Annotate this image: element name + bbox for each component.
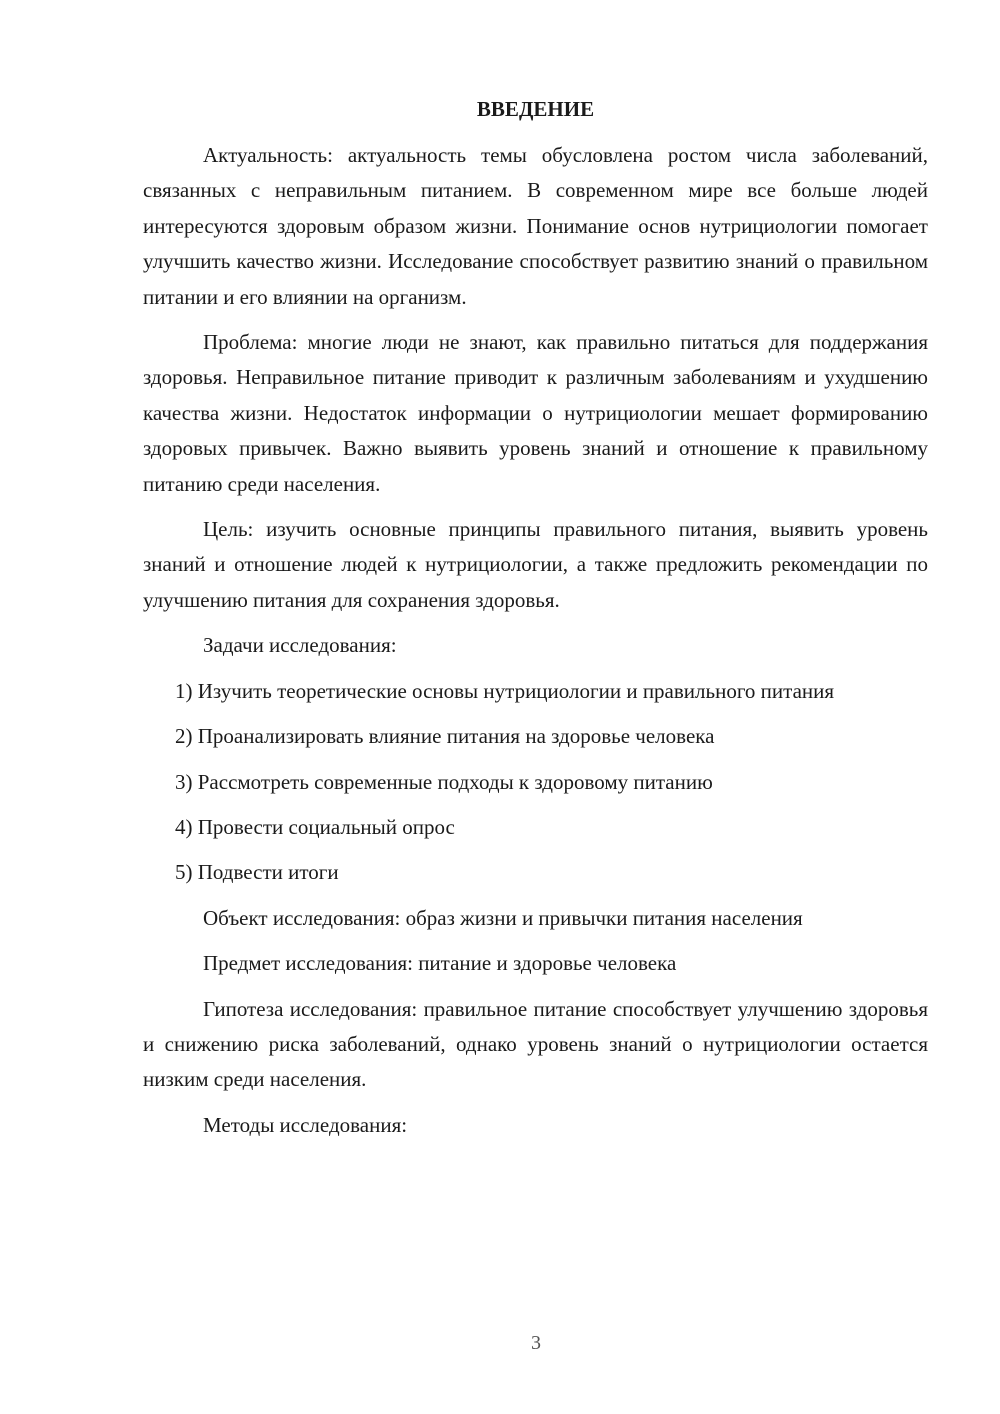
relevance-paragraph: Актуальность: актуальность темы обусловлена ростом числа заболеваний, связанных с неправильным питанием. В современном мире все больше людей интересуются здоровым образом жизни. Понимание основ нутрициологии помогает улучшить качество жизни. Исследование способствует развитию знаний о правильном питании и его влиянии на организм. xyxy=(143,143,928,309)
tasks-heading: Задачи исследования: xyxy=(203,633,397,658)
research-object: Объект исследования: образ жизни и привычки питания населения xyxy=(203,905,803,930)
goal-paragraph: Цель: изучить основные принципы правильного питания, выявить уровень знаний и отношение людей к нутрициологии, а также предложить рекомендации по улучшению питания для сохранения здоровья. xyxy=(143,517,928,612)
methods-heading: Методы исследования: xyxy=(203,1112,408,1137)
problem-paragraph: Проблема: многие люди не знают, как правильно питаться для поддержания здоровья. Неправильное питание приводит к различным заболеваниям и ухудшению качества жизни. Недостаток информации о нутрициологии мешает формированию здоровых привычек. Важно выявить уровень знаний и отношение к правильному питанию среди населения. xyxy=(143,330,928,496)
task-item: 4) Провести социальный опрос xyxy=(175,814,455,839)
task-item: 2) Проанализировать влияние питания на здоровье человека xyxy=(175,724,715,749)
page-title: ВВЕДЕНИЕ xyxy=(476,97,595,121)
task-item: 5) Подвести итоги xyxy=(175,860,339,885)
task-item: 1) Изучить теоретические основы нутрициологии и правильного питания xyxy=(175,678,835,703)
task-item: 3) Рассмотреть современные подходы к здоровому питанию xyxy=(175,769,713,794)
page-number: 3 xyxy=(531,1332,541,1354)
research-subject: Предмет исследования: питание и здоровье человека xyxy=(203,951,677,976)
page-content xyxy=(143,92,928,1153)
research-hypothesis: Гипотеза исследования: правильное питание способствует улучшению здоровья и снижению риска заболеваний, однако уровень знаний о нутрициологии остается низким среди населения. xyxy=(143,996,928,1092)
